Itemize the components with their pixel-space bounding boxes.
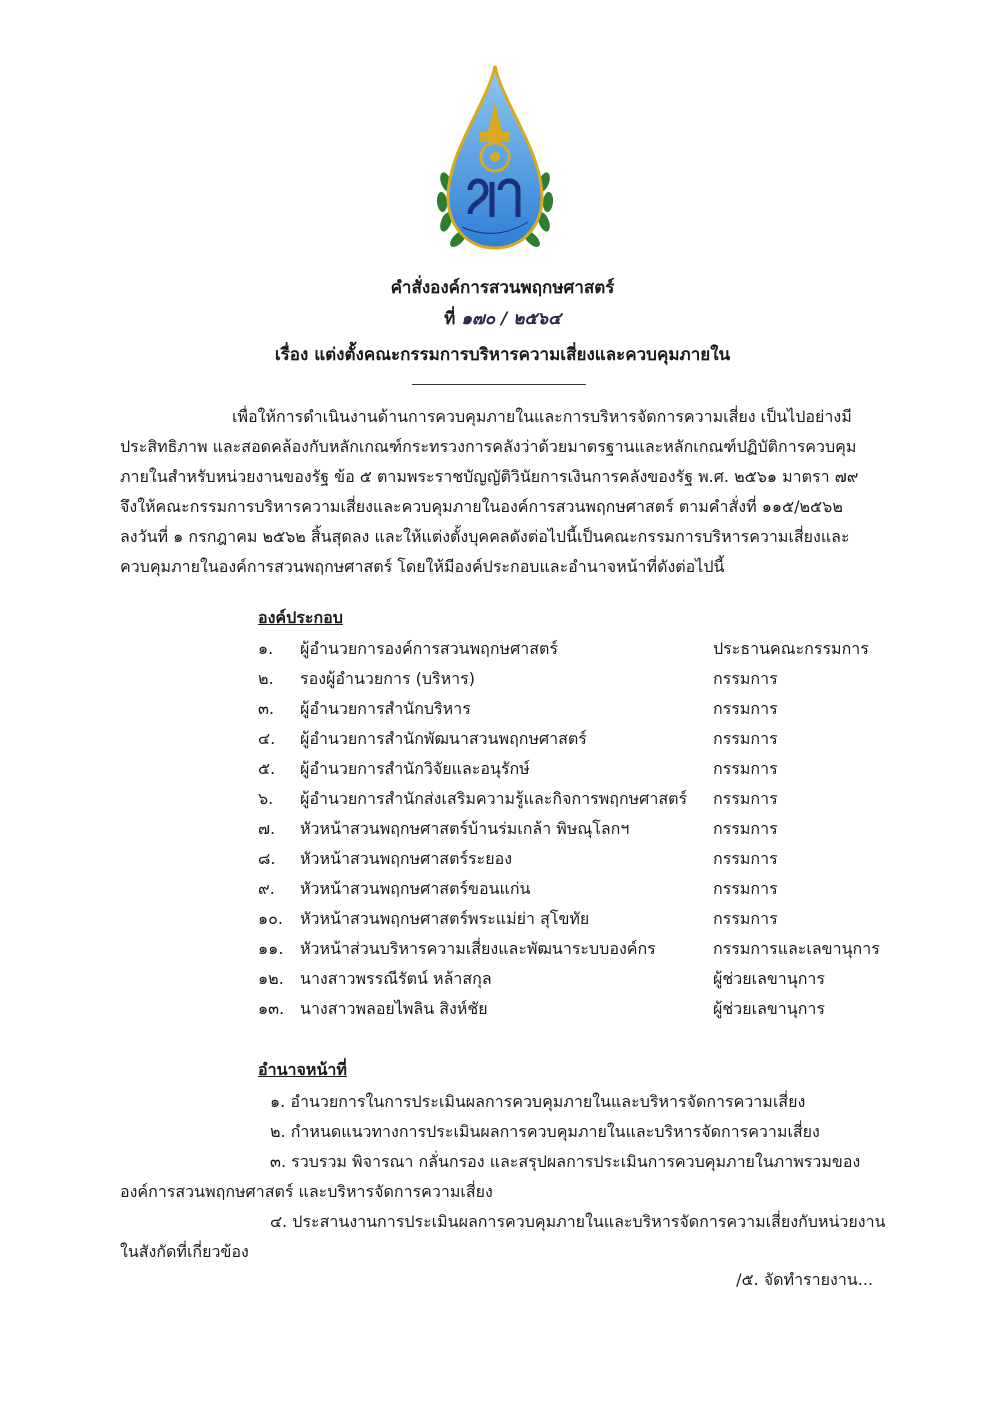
intro-line: เพื่อให้การดำเนินงานด้านการควบคุมภายในและการบริหารจัดการความเสี่ยง เป็นไปอย่างมี: [232, 407, 852, 426]
member-row: [258, 874, 898, 904]
member-name: ผู้อำนวยการสำนักส่งเสริมความรู้และกิจการพฤกษศาสตร์: [300, 789, 688, 808]
member-number: ๗.: [258, 819, 276, 838]
member-number: ๒.: [258, 669, 274, 688]
organization-logo: [432, 62, 558, 258]
subject-text: แต่งตั้งคณะกรรมการบริหารความเสี่ยงและควบคุมภายใน: [314, 345, 731, 365]
intro-line: ประสิทธิภาพ และสอดคล้องกับหลักเกณฑ์กระทรวงการคลังว่าด้วยมาตรฐานและหลักเกณฑ์ปฏิบัติการควบคุม: [120, 437, 857, 456]
duty-line: ๒. กำหนดแนวทางการประเมินผลการควบคุมภายในและบริหารจัดการความเสี่ยง: [270, 1122, 820, 1141]
member-row: [258, 964, 898, 994]
member-role: กรรมการ: [713, 759, 778, 778]
intro-paragraph: [120, 402, 872, 582]
duty-line: ในสังกัดที่เกี่ยวข้อง: [120, 1242, 249, 1261]
member-role: กรรมการ: [713, 849, 778, 868]
intro-line: ภายในสำหรับหน่วยงานของรัฐ ข้อ ๕ ตามพระราชบัญญัติวินัยการเงินการคลังของรัฐ พ.ศ. ๒๕๖๑ มาตรา ๗๙: [120, 467, 859, 486]
member-name: ผู้อำนวยการสำนักวิจัยและอนุรักษ์: [300, 759, 530, 778]
duty-line: ๓. รวบรวม พิจารณา กลั่นกรอง และสรุปผลการประเมินการควบคุมภายในภาพรวมของ: [270, 1152, 861, 1171]
member-number: ๑๐.: [258, 909, 284, 928]
member-row: [258, 664, 898, 694]
order-title: คำสั่งองค์การสวนพฤกษศาสตร์: [390, 278, 615, 298]
member-row: [258, 904, 898, 934]
member-number: ๓.: [258, 699, 275, 718]
member-role: กรรมการ: [713, 729, 778, 748]
order-number-prefix: ที่: [444, 309, 456, 329]
member-name: รองผู้อำนวยการ (บริหาร): [300, 669, 475, 688]
divider-rule: [412, 384, 586, 385]
intro-line: ควบคุมภายในองค์การสวนพฤกษศาสตร์ โดยให้มีองค์ประกอบและอำนาจหน้าที่ดังต่อไปนี้: [120, 557, 725, 576]
member-number: ๖.: [258, 789, 274, 808]
order-number: [0, 305, 1005, 332]
member-role: กรรมการ: [713, 879, 778, 898]
member-row: [258, 934, 898, 964]
duties-heading: อำนาจหน้าที่: [258, 1060, 347, 1079]
duty-line: ๔. ประสานงานการประเมินผลการควบคุมภายในและบริหารจัดการความเสี่ยงกับหน่วยงาน: [270, 1212, 886, 1231]
member-row: [258, 724, 898, 754]
duty-line: องค์การสวนพฤกษศาสตร์ และบริหารจัดการความเสี่ยง: [120, 1182, 493, 1201]
duty-line: ๑. อำนวยการในการประเมินผลการควบคุมภายในและบริหารจัดการความเสี่ยง: [270, 1092, 806, 1111]
member-row: [258, 784, 898, 814]
member-row: [258, 994, 898, 1024]
member-role: กรรมการ: [713, 819, 778, 838]
member-number: ๑๓.: [258, 999, 285, 1018]
member-role: กรรมการ: [713, 789, 778, 808]
member-role: กรรมการ: [713, 699, 778, 718]
member-list: [258, 634, 898, 1024]
order-number-value: ๑๗๐ / ๒๕๖๔: [461, 309, 561, 329]
intro-line: จึงให้คณะกรรมการบริหารความเสี่ยงและควบคุมภายในองค์การสวนพฤกษศาสตร์ ตามคำสั่งที่ ๑๑๕/๒๕๖๒: [120, 497, 843, 516]
member-name: หัวหน้าสวนพฤกษศาสตร์ขอนแก่น: [300, 879, 531, 898]
member-number: ๕.: [258, 759, 276, 778]
member-number: ๙.: [258, 879, 275, 898]
member-name: ผู้อำนวยการองค์การสวนพฤกษศาสตร์: [300, 639, 558, 658]
member-name: ผู้อำนวยการสำนักบริหาร: [300, 699, 471, 718]
member-role: กรรมการ: [713, 909, 778, 928]
member-name: นางสาวพลอยไพลิน สิงห์ชัย: [300, 999, 488, 1018]
member-role: กรรมการ: [713, 669, 778, 688]
member-number: ๘.: [258, 849, 276, 868]
member-row: [258, 754, 898, 784]
member-name: หัวหน้าสวนพฤกษศาสตร์บ้านร่มเกล้า พิษณุโลกฯ: [300, 819, 630, 838]
member-role: กรรมการและเลขานุการ: [713, 939, 880, 958]
order-subject: [0, 341, 1005, 368]
member-name: ผู้อำนวยการสำนักพัฒนาสวนพฤกษศาสตร์: [300, 729, 587, 748]
member-name: หัวหน้าส่วนบริหารความเสี่ยงและพัฒนาระบบองค์กร: [300, 939, 656, 958]
member-name: หัวหน้าสวนพฤกษศาสตร์ระยอง: [300, 849, 513, 868]
member-row: [258, 814, 898, 844]
member-role: ผู้ช่วยเลขานุการ: [713, 969, 825, 988]
member-row: [258, 634, 898, 664]
member-row: [258, 844, 898, 874]
member-name: นางสาวพรรณีรัตน์ หล้าสกุล: [300, 969, 492, 988]
page-continuation: /๕. จัดทำรายงาน...: [736, 1270, 873, 1289]
duties-list: [120, 1087, 886, 1267]
member-role: ประธานคณะกรรมการ: [713, 639, 869, 658]
member-role: ผู้ช่วยเลขานุการ: [713, 999, 825, 1018]
member-number: ๑๑.: [258, 939, 284, 958]
subject-label: เรื่อง: [274, 345, 309, 365]
member-number: ๑๒.: [258, 969, 284, 988]
member-number: ๔.: [258, 729, 276, 748]
member-number: ๑.: [258, 639, 274, 658]
member-name: หัวหน้าสวนพฤกษศาสตร์พระแม่ย่า สุโขทัย: [300, 909, 590, 928]
member-row: [258, 694, 898, 724]
intro-line: ลงวันที่ ๑ กรกฎาคม ๒๕๖๒ สิ้นสุดลง และให้แต่งตั้งบุคคลดังต่อไปนี้เป็นคณะกรรมการบริหารความเสี่ยงและ: [120, 527, 850, 546]
composition-heading: องค์ประกอบ: [258, 608, 343, 627]
